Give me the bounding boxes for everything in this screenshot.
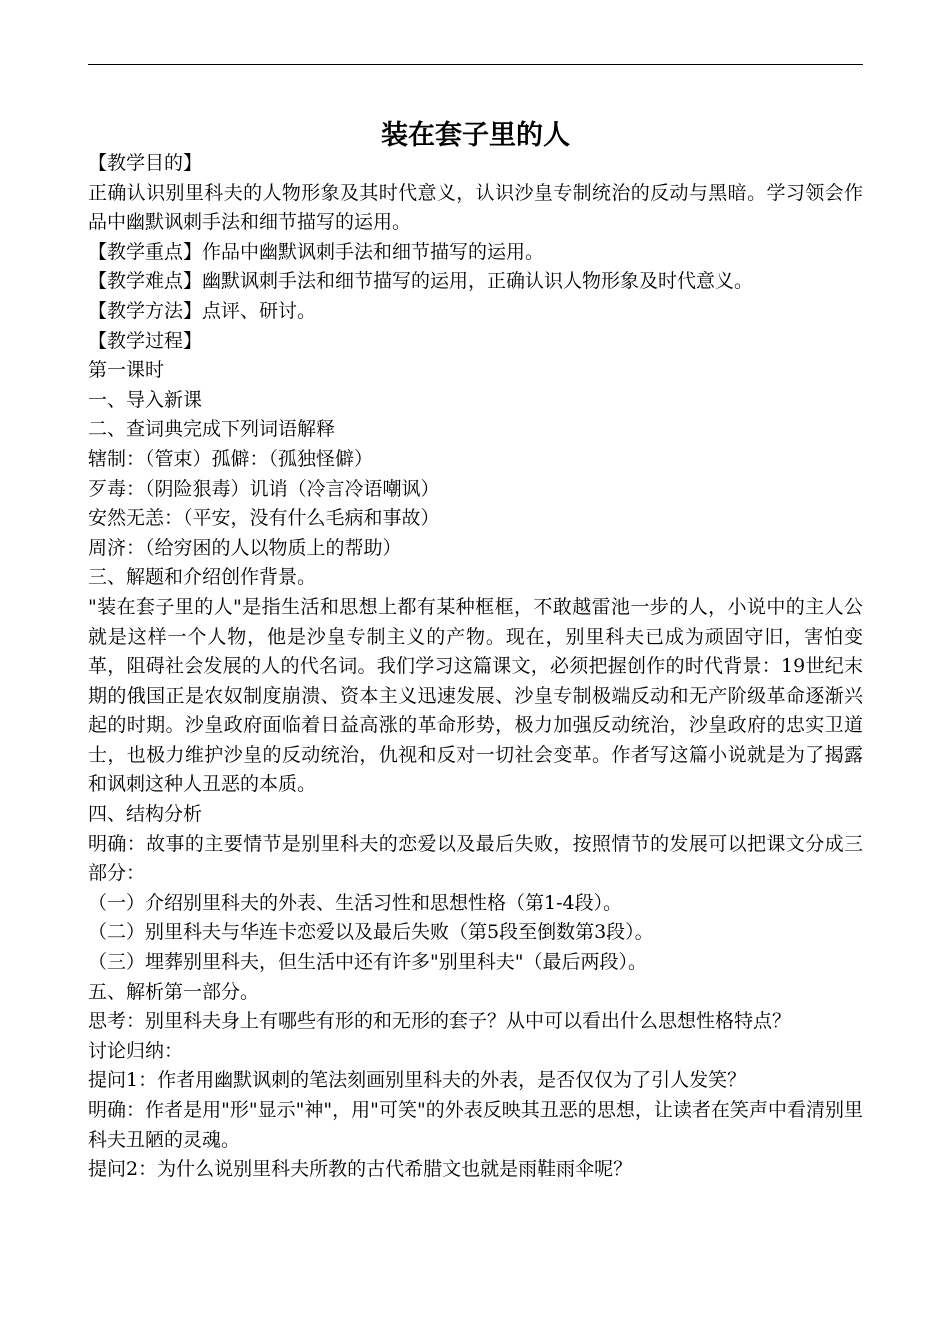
paragraph-key-points: 【教学重点】作品中幽默讽刺手法和细节描写的运用。 [88,240,545,263]
vocab-line-1: 辖制：（管束）孤僻：（孤独怪僻） [88,447,374,470]
structure-part-1: （一）介绍别里科夫的外表、生活习性和思想性格（第1-4段）。 [88,891,623,914]
vocab-line-2: 歹毒：（阴险狠毒）讥诮（冷言冷语嘲讽） [88,477,440,500]
vocab-line-4: 周济：（给穷困的人以物质上的帮助） [88,536,402,559]
paragraph-structure: 明确：故事的主要情节是别里科夫的恋爱以及最后失败，按照情节的发展可以把课文分成三部分： [88,832,863,885]
document-title: 装在套子里的人 [381,120,570,151]
paragraph-background: "装在套子里的人"是指生活和思想上都有某种框框，不敢越雷池一步的人，小说中的主人公就是这样一个人物，他是沙皇专制主义的产物。现在，别里科夫已成为顽固守旧，害怕变革，阻碍社会发展的人的代名词。我们学习这篇课文，必须把握创作的时代背景：19世纪末期的俄国正是农奴制度崩溃、资本主义迅速发展、沙皇专制极端反动和无产阶级革命逐渐兴起的时期。沙皇政府面临着日益高涨的革命形势，极力加强反动统治，沙皇政府的忠实卫道士，也极力维护沙皇的反动统治，仇视和反对一切社会变革。作者写这篇小说就是为了揭露和讽刺这种人丑恶的本质。 [88,595,863,796]
paragraph-discussion: 讨论归纳： [88,1039,184,1062]
step-vocabulary: 二、查词典完成下列词语解释 [88,418,336,441]
step-background: 三、解题和介绍创作背景。 [88,566,317,589]
step-introduction: 一、导入新课 [88,388,203,411]
step-structure: 四、结构分析 [88,803,203,826]
lesson-label: 第一课时 [88,359,165,382]
section-heading-process: 【教学过程】 [88,329,203,352]
question-2: 提问2：为什么说别里科夫所教的古代希腊文也就是雨鞋雨伞呢？ [88,1158,633,1181]
section-heading-objectives: 【教学目的】 [88,152,203,174]
vocab-line-3: 安然无恙：（平安，没有什么毛病和事故） [88,507,440,530]
step-analysis: 五、解析第一部分。 [88,980,260,1003]
header-rule [88,64,863,65]
paragraph-objectives: 正确认识别里科夫的人物形象及其时代意义，认识沙皇专制统治的反动与黑暗。学习领会作品中幽默讽刺手法和细节描写的运用。 [88,181,863,234]
structure-part-3: （三）埋葬别里科夫，但生活中还有许多"别里科夫"（最后两段）。 [88,951,647,974]
paragraph-think: 思考：别里科夫身上有哪些有形的和无形的套子？从中可以看出什么思想性格特点？ [88,1010,792,1033]
answer-1: 明确：作者是用"形"显示"神"，用"可笑"的外表反映其丑恶的思想，让读者在笑声中看清别里科夫丑陋的灵魂。 [88,1099,863,1151]
question-1: 提问1：作者用幽默讽刺的笔法刻画别里科夫的外表，是否仅仅为了引人发笑？ [88,1069,747,1092]
paragraph-difficulties: 【教学难点】幽默讽刺手法和细节描写的运用，正确认识人物形象及时代意义。 [88,270,754,293]
paragraph-methods: 【教学方法】点评、研讨。 [88,299,317,322]
document-body [88,149,863,1185]
structure-part-2: （二）别里科夫与华连卡恋爱以及最后失败（第5段至倒数第3段）。 [88,921,654,944]
